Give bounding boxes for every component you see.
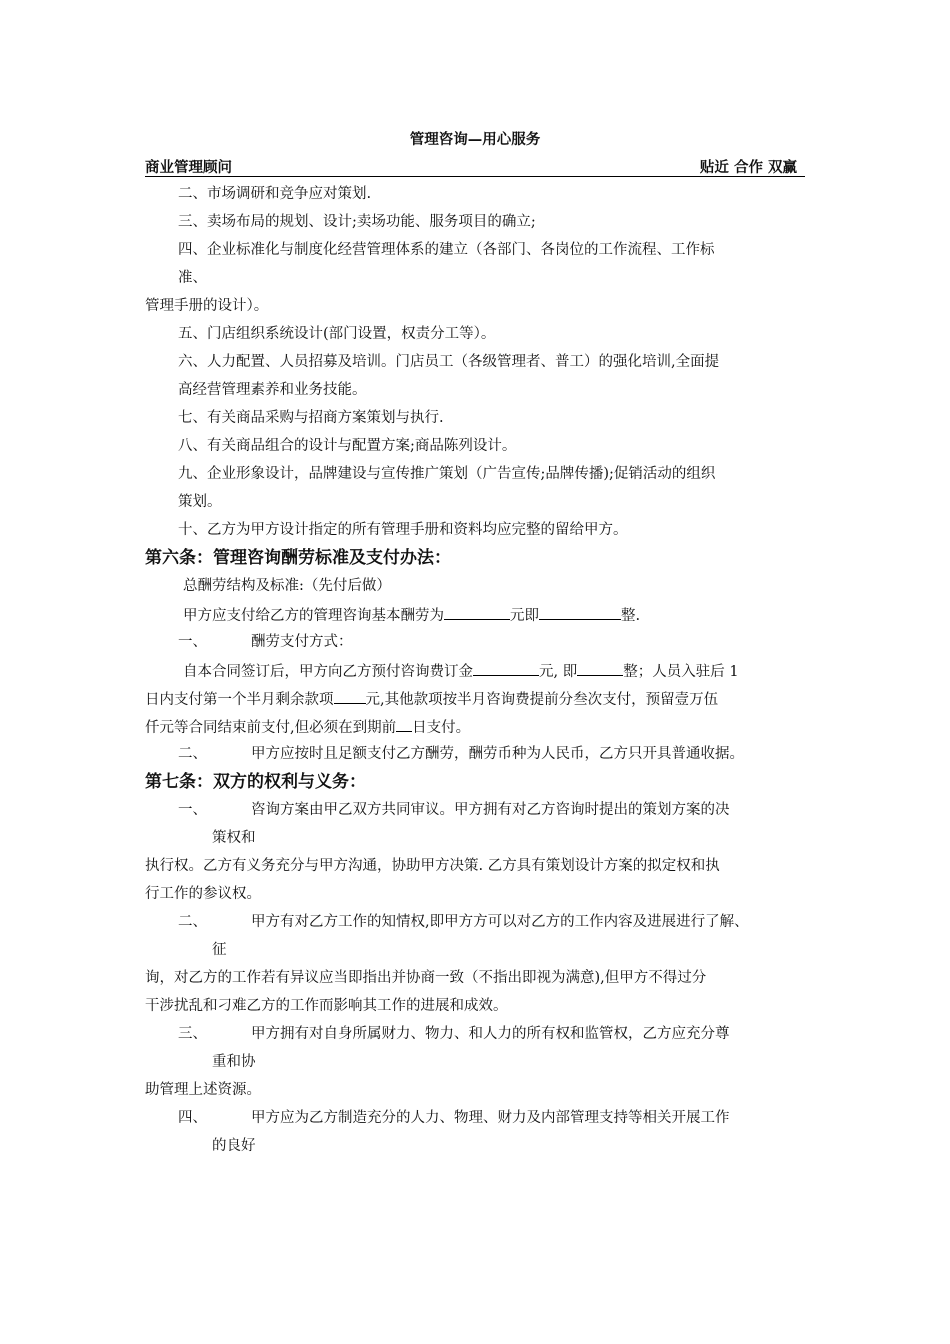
clause-line: 行工作的参议权。 — [145, 886, 261, 902]
clause-line: 十、乙方为甲方设计指定的所有管理手册和资料均应完整的留给甲方。 — [178, 522, 628, 538]
text-span: 甲方有对乙方工作的知情权,即甲方方可以对乙方的工作内容及进展进行了解、 — [251, 914, 749, 930]
clause-line: 五、门店组织系统设计(部门设置，权责分工等）。 — [178, 326, 496, 342]
text-span: 元,其他款项按半月咨询费提前分叁次支付，预留壹万伍 — [365, 692, 719, 708]
clause-line: 四、企业标准化与制度化经营管理体系的建立（各部门、各岗位的工作流程、工作标 — [178, 242, 715, 258]
blank-field — [473, 660, 539, 676]
text-span: 酬劳支付方式： — [251, 634, 353, 650]
page-header — [145, 156, 805, 177]
text-span: 整. — [621, 608, 641, 624]
text-span: 日支付。 — [412, 720, 471, 736]
clause-line — [178, 1108, 730, 1128]
clause-line — [183, 604, 640, 626]
blank-field — [577, 660, 623, 676]
blank-field — [396, 716, 412, 732]
header-right-text: 贴近 合作 双赢 — [699, 160, 797, 176]
clause-line: 策权和 — [212, 830, 256, 846]
text-span: 元即 — [510, 608, 539, 624]
clause-line: 六、人力配置、人员招募及培训。门店员工（各级管理者、普工）的强化培训,全面提 — [178, 354, 720, 370]
clause-line: 三、卖场布局的规划、设计;卖场功能、服务项目的确立; — [178, 214, 536, 230]
clause-line — [183, 660, 739, 682]
text-span: 甲方应为乙方制造充分的人力、物理、财力及内部管理支持等相关开展工作 — [251, 1110, 730, 1126]
text-span: 甲方应支付给乙方的管理咨询基本酬劳为 — [183, 608, 444, 624]
text-span: 咨询方案由甲乙双方共同审议。甲方拥有对乙方咨询时提出的策划方案的决 — [251, 802, 730, 818]
clause-line: 助管理上述资源。 — [145, 1082, 261, 1098]
clause-line: 管理手册的设计）。 — [145, 298, 269, 314]
text-span: 一、 — [178, 802, 207, 818]
clause-line: 征 — [212, 942, 227, 958]
clause-line: 准、 — [178, 270, 207, 286]
text-span: 二、 — [178, 746, 207, 762]
clause-line: 策划。 — [178, 494, 222, 510]
clause-line — [178, 800, 730, 820]
clause-line: 九、企业形象设计，品牌建设与宣传推广策划（广告宣传;品牌传播);促销活动的组织 — [178, 466, 716, 482]
clause-line: 高经营管理素养和业务技能。 — [178, 382, 367, 398]
clause-line: 询，对乙方的工作若有异议应当即指出并协商一致（不指出即视为满意),但甲方不得过分 — [145, 970, 707, 986]
clause-line: 的良好 — [212, 1138, 256, 1154]
text-span: 甲方拥有对自身所属财力、物力、和人力的所有权和监管权，乙方应充分尊 — [251, 1026, 730, 1042]
clause-line: 干涉扰乱和刁难乙方的工作而影响其工作的进展和成效。 — [145, 998, 508, 1014]
text-span: 四、 — [178, 1110, 207, 1126]
text-span: 仟元等合同结束前支付,但必须在到期前 — [145, 720, 397, 736]
text-span: 甲方应按时且足额支付乙方酬劳，酬劳币种为人民币，乙方只开具普通收据。 — [251, 746, 744, 762]
clause-line: 总酬劳结构及标准:（先付后做） — [183, 578, 391, 594]
text-span: 三、 — [178, 1026, 207, 1042]
clause-line: 重和协 — [212, 1054, 256, 1070]
clause-line — [145, 716, 470, 738]
clause-line — [178, 912, 749, 932]
blank-field — [539, 604, 621, 620]
text-span: 自本合同签订后，甲方向乙方预付咨询费订金 — [183, 664, 473, 680]
blank-field — [334, 688, 366, 704]
blank-field — [444, 604, 510, 620]
clause-line: 执行权。乙方有义务充分与甲方沟通，协助甲方决策. 乙方具有策划设计方案的拟定权和执 — [145, 858, 720, 874]
text-span: 整；人员入驻后 1 — [623, 664, 739, 680]
section-heading-7: 第七条：双方的权利与义务： — [145, 772, 366, 792]
section-heading-6: 第六条：管理咨询酬劳标准及支付办法： — [145, 548, 451, 568]
clause-line — [178, 744, 744, 764]
clause-line: 八、有关商品组合的设计与配置方案;商品陈列设计。 — [178, 438, 517, 454]
clause-line — [178, 632, 353, 652]
clause-line — [178, 1024, 730, 1044]
text-span: 二、 — [178, 914, 207, 930]
clause-line: 七、有关商品采购与招商方案策划与执行. — [178, 410, 444, 426]
clause-line — [145, 688, 718, 710]
text-span: 日内支付第一个半月剩余款项 — [145, 692, 334, 708]
page-title: 管理咨询—用心服务 — [409, 132, 541, 148]
text-span: 元, 即 — [539, 664, 578, 680]
header-left-text: 商业管理顾问 — [145, 160, 232, 176]
text-span: 一、 — [178, 634, 207, 650]
clause-line: 二、市场调研和竞争应对策划. — [178, 186, 372, 202]
